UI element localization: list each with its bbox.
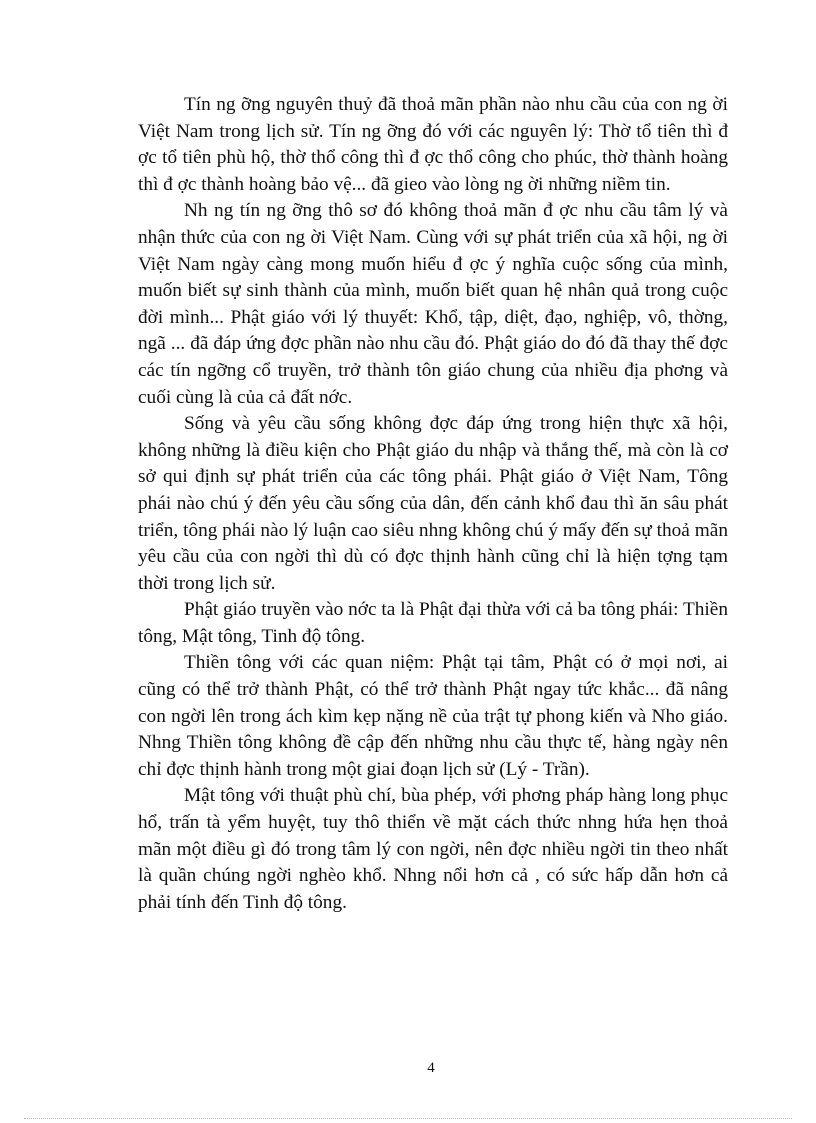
body-text bbox=[138, 92, 728, 916]
paragraph: Phật giáo truyền vào nớc ta là Phật đại thừa với cả ba tông phái: Thiền tông, Mật tông, Tinh độ tông. bbox=[138, 599, 728, 647]
paragraph: Mật tông với thuật phù chí, bùa phép, với phơng pháp hàng long phục hổ, trấn tà yểm huyệt, tuy thô thiển về mặt cách thức nhng hứa hẹn thoả mãn một điều gì đó trong tâm lý con ngời, nên đợc nhiều ngời tin theo nhất là quần chúng ngời nghèo khổ. Nhng nổi hơn cả , có sức hấp dẫn hơn cả phải tính đến Tinh độ tông. bbox=[138, 785, 728, 913]
paragraph: Nh ng tín ng ỡng thô sơ đó không thoả mãn đ ợc nhu cầu tâm lý và nhận thức của con ng ời Việt Nam. Cùng với sự phát triển của xã hội, ng ời Việt Nam ngày càng mong muốn hiểu đ ợc ý nghĩa cuộc sống của mình, muốn biết sự sinh thành của mình, muốn biết quan hệ nhân quả trong cuộc đời mình... Phật giáo với lý thuyết: Khổ, tập, diệt, đạo, nghiệp, vô, thờng, ngã ... đã đáp ứng đợc phần nào nhu cầu đó. Phật giáo do đó đã thay thế đợc các tín ngỡng cổ truyền, trở thành tôn giáo chung của nhiều địa phơng và cuối cùng là của cả đất nớc. bbox=[138, 200, 728, 408]
page-number: 4 bbox=[427, 1060, 435, 1076]
paragraph: Tín ng ỡng nguyên thuỷ đã thoả mãn phần nào nhu cầu của con ng ời Việt Nam trong lịch sử. Tín ng ỡng đó với các nguyên lý: Thờ tổ tiên thì đ ợc tổ tiên phù hộ, thờ thổ công thì đ ợc thổ công cho phúc, thờ thành hoàng thì đ ợc thành hoàng bảo vệ... đã gieo vào lòng ng ời những niềm tin. bbox=[138, 94, 728, 195]
paragraph: Sống và yêu cầu sống không đợc đáp ứng trong hiện thực xã hội, không những là điều kiện cho Phật giáo du nhập và thắng thế, mà còn là cơ sở qui định sự phát triển của các tông phái. Phật giáo ở Việt Nam, Tông phái nào chú ý đến yêu cầu sống của dân, đến cảnh khổ đau thì ăn sâu phát triển, tông phái nào lý luận cao siêu nhng không chú ý mấy đến sự thoả mãn yêu cầu của con ngời thì dù có đợc thịnh hành cũng chỉ là hiện tợng tạm thời trong lịch sử. bbox=[138, 413, 728, 594]
footer-divider bbox=[24, 1118, 792, 1119]
paragraph: Thiền tông với các quan niệm: Phật tại tâm, Phật có ở mọi nơi, ai cũng có thể trở thành Phật, có thể trở thành Phật ngay tức khắc... đã nâng con ngời lên trong ách kìm kẹp nặng nề của trật tự phong kiến và Nho giáo. Nhng Thiền tông không đề cập đến những nhu cầu thực tế, hàng ngày nên chỉ đợc thịnh hành trong một giai đoạn lịch sử (Lý - Trần). bbox=[138, 652, 728, 780]
